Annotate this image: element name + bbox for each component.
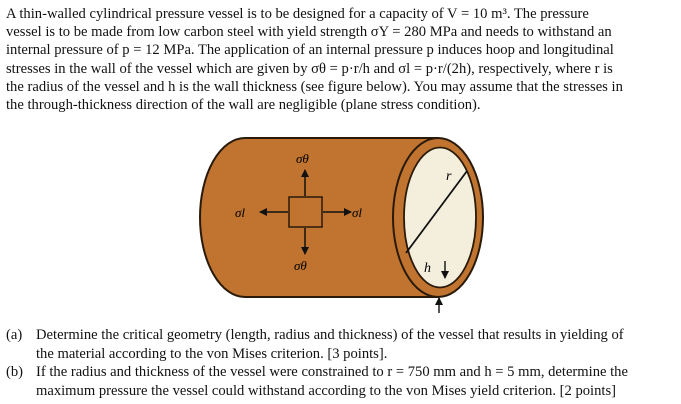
question-label: (b) <box>6 364 24 381</box>
hoop-stress-label-top: σθ <box>296 151 309 166</box>
cylinder-bore <box>404 148 476 288</box>
longitudinal-stress-label-right: σl <box>352 205 363 220</box>
question-line: Determine the critical geometry (length, radius and thickness) of the vessel that results in yielding of <box>36 327 624 343</box>
stress-element <box>289 197 322 227</box>
problem-line: the through-thickness direction of the wall are negligible (plane stress condition). <box>6 97 481 114</box>
pressure-vessel-figure <box>0 125 681 325</box>
question-b <box>6 363 678 400</box>
question-line: If the radius and thickness of the vessel were constrained to r = 750 mm and h = 5 mm, determine the <box>36 364 628 381</box>
longitudinal-stress-label-left: σl <box>235 205 246 220</box>
problem-line: internal pressure of p = 12 MPa. The application of an internal pressure p induces hoop and longitudinal <box>6 42 614 59</box>
problem-statement <box>6 5 677 114</box>
problem-line: stresses in the wall of the vessel which are given by σθ = p·r/h and σl = p·r/(2h), respectively, where r is <box>6 60 613 77</box>
question-line: the material according to the von Mises criterion. [3 points]. <box>36 345 388 362</box>
question-a <box>6 326 678 363</box>
problem-line: vessel is to be made from low carbon steel with yield strength σY = 280 MPa and needs to withstand an <box>6 24 612 41</box>
question-label: (a) <box>6 327 23 343</box>
thickness-label: h <box>424 261 431 276</box>
problem-line: A thin-walled cylindrical pressure vessel is to be designed for a capacity of V = 10 m³. The pressure <box>6 6 589 22</box>
problem-line: the radius of the vessel and h is the wall thickness (see figure below). You may assume that the stresses in <box>6 78 623 95</box>
question-line: maximum pressure the vessel could withstand according to the von Mises yield criterion. [2 points] <box>36 382 616 399</box>
question-list <box>6 326 678 400</box>
radius-label: r <box>446 169 452 184</box>
hoop-stress-label-bottom: σθ <box>294 258 307 273</box>
